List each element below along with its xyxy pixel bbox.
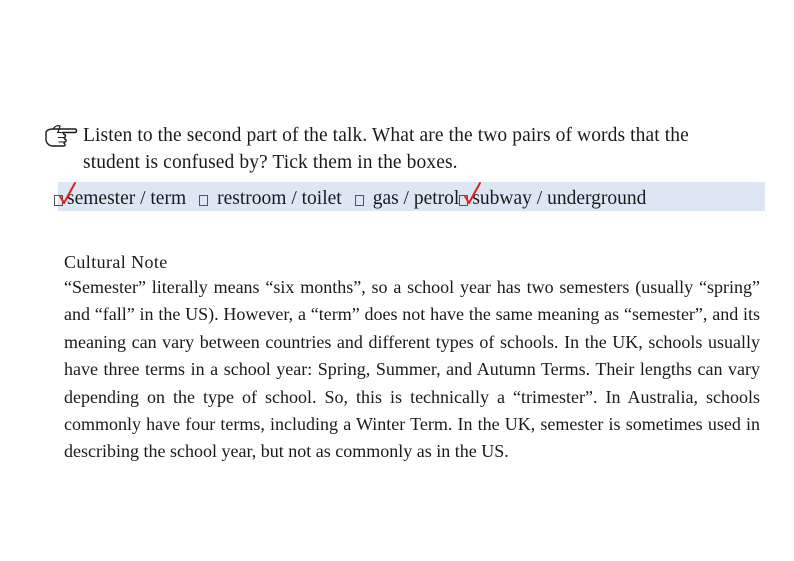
option-label: semester / term bbox=[67, 188, 187, 209]
checkmark-icon bbox=[58, 181, 78, 207]
checkbox[interactable] bbox=[199, 195, 208, 206]
option-label: gas / petrol bbox=[372, 188, 460, 209]
checkmark-icon bbox=[463, 181, 483, 207]
option-gas-petrol[interactable] bbox=[355, 188, 460, 210]
option-restroom-toilet[interactable] bbox=[199, 188, 342, 210]
instruction-line-1: Listen to the second part of the talk. What are the two pairs of words that the bbox=[83, 125, 689, 146]
option-subway-underground[interactable] bbox=[459, 188, 646, 210]
instruction-text bbox=[83, 122, 689, 176]
option-semester-term[interactable] bbox=[54, 188, 186, 210]
cultural-note-body: “Semester” literally means “six months”, so a school year has two semesters (usually “spring” and “fall” in the US). However, a “term” does not have the same meaning as “semester”, and its meaning can vary between countries and different types of schools. In the UK, schools usually have three terms in a school year: Spring, Summer, and Autumn Terms. Their lengths can vary depending on the type of school. So, this is technically a “trimester”. In Australia, schools commonly have four terms, including a Winter Term. In the UK, semester is sometimes used in describing the school year, but not as commonly as in the US. bbox=[64, 277, 760, 462]
cultural-note-title: Cultural Note bbox=[64, 252, 168, 272]
option-label: restroom / toilet bbox=[217, 188, 342, 209]
options-row bbox=[54, 186, 646, 212]
option-label: subway / underground bbox=[472, 188, 647, 209]
checkbox[interactable] bbox=[355, 195, 364, 206]
instruction-line-2: student is confused by? Tick them in the boxes. bbox=[83, 152, 458, 173]
pointing-hand-icon bbox=[44, 123, 78, 147]
instruction-block bbox=[44, 122, 764, 176]
